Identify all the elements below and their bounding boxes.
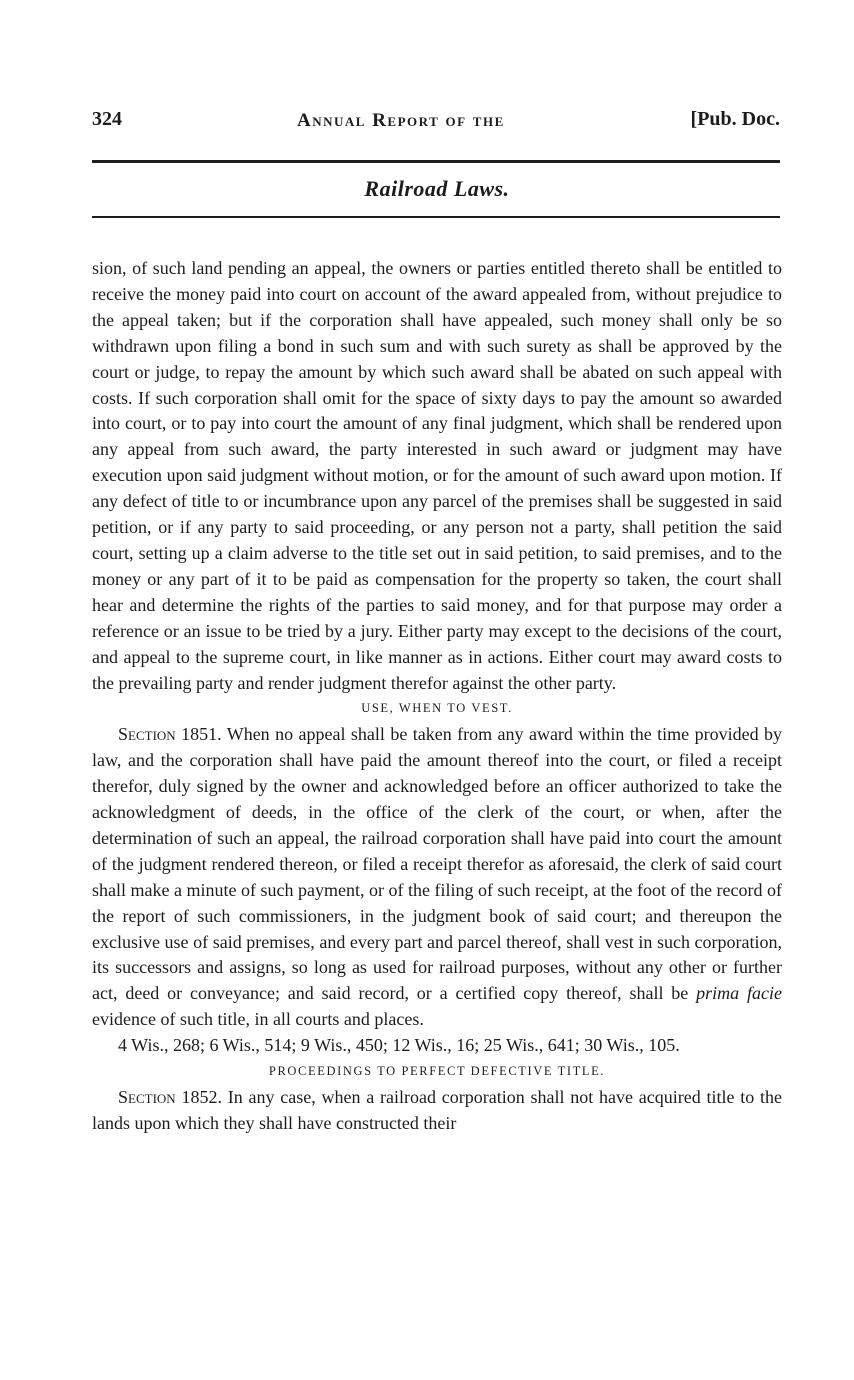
paragraph-section-1851 [92, 722, 782, 1033]
running-head [92, 108, 782, 138]
heading-use-when-to-vest: USE, WHEN TO VEST. [361, 701, 513, 716]
document-page [92, 0, 782, 1380]
section-title: Railroad Laws. [364, 176, 510, 201]
body-text [92, 256, 782, 1137]
document-label: [Pub. Doc. [690, 108, 780, 130]
section-1851-text-end: evidence of such title, in all courts and places. [92, 1009, 424, 1030]
journal-title: Annual Report of the [297, 110, 505, 131]
page-number: 324 [92, 108, 122, 130]
section-1851-label: Section 1851. [118, 724, 222, 745]
section-1851-text: When no appeal shall be taken from any award within the time provided by law, and the corporation shall have paid the amount thereof into the court, or filed a receipt therefor, duly signed by the owner and acknowledged before an officer authorized to take the acknowledgment of deeds, in the office of the clerk of the court, or when, after the determination of such an appeal, the railroad corporation shall have paid into court the amount of the judgment rendered thereon, or filed a receipt therefor as aforesaid, the clerk of said court shall make a minute of such payment, or of the filing of such receipt, at the foot of the record of the report of such commissioners, in the judgment book of said court; and thereupon the exclusive use of said premises, and every part and parcel thereof, shall vest in such corporation, its successors and assigns, so long as used for railroad purposes, without any other or further act, deed or conveyance; and said record, or a certified copy thereof, shall be [92, 724, 782, 1004]
paragraph-continuation: sion, of such land pending an appeal, the owners or parties entitled thereto shall be entitled to receive the money paid into court on account of the award appealed from, without prejudice to the appeal taken; but if the corporation shall have appealed, such money shall only be so withdrawn upon filing a bond in such sum and with such surety as shall be approved by the court or judge, to repay the amount by which such award shall be abated on such appeal with costs. If such corporation shall omit for the space of sixty days to pay the amount so awarded into court, or to pay into court the amount of any final judgment, which shall be rendered upon any appeal from such award, the party interested in such award or judgment may have execution upon said judgment without motion, or for the amount of such award upon motion. If any defect of title to or incumbrance upon any parcel of the premises shall be suggested in said petition, or if any party to said proceeding, or any person not a party, shall petition the said court, setting up a claim adverse to the title set out in said petition, to said premises, and to the money or any part of it to be paid as compensation for the property so taken, the court shall hear and determine the rights of the parties to said money, and for that purpose may order a reference or an issue to be tried by a jury. Either party may except to the decisions of the court, and appeal to the supreme court, in like manner as in actions. Either court may award costs to the prevailing party and render judgment therefor against the other party. [92, 258, 782, 693]
section-1852-text: In any case, when a railroad corporation shall not have acquired title to the lands upon which they shall have constructed their [92, 1087, 783, 1133]
header-rule-top [92, 160, 780, 163]
header-rule-bottom [92, 216, 780, 218]
paragraph-section-1852 [92, 1085, 782, 1137]
section-1851-italic-phrase: prima facie [696, 983, 782, 1004]
heading-proceedings-to-perfect-defective-title: PROCEEDINGS TO PERFECT DEFECTIVE TITLE. [268, 1064, 606, 1079]
section-1852-label: Section 1852. [118, 1087, 222, 1107]
case-citations: 4 Wis., 268; 6 Wis., 514; 9 Wis., 450; 12 Wis., 16; 25 Wis., 641; 30 Wis., 105. [118, 1035, 680, 1056]
